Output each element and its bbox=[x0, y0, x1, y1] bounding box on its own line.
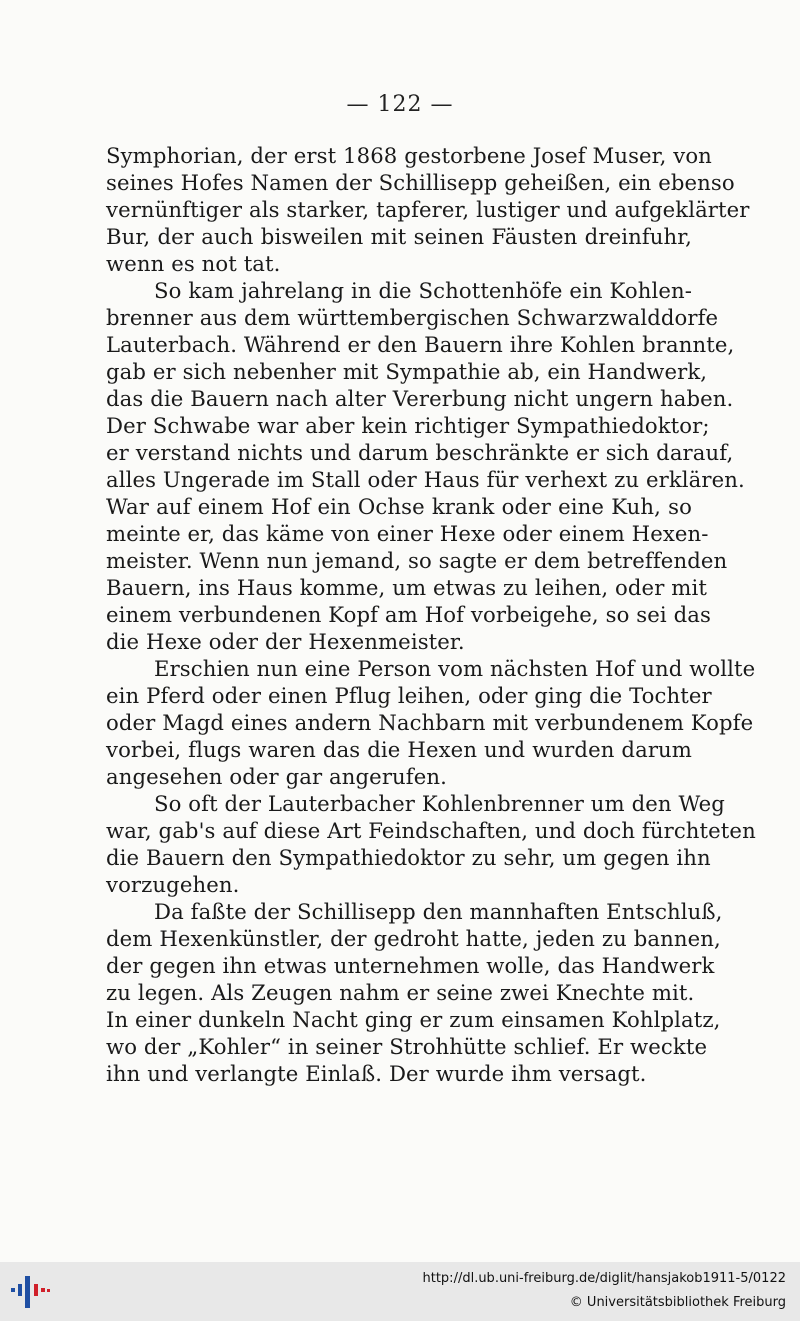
text-line: vernünftiger als starker, tapferer, lustiger und aufgeklärter bbox=[106, 197, 750, 222]
text-line: So oft der Lauterbacher Kohlenbrenner um den Weg bbox=[154, 791, 725, 816]
text-line: angesehen oder gar angerufen. bbox=[106, 764, 447, 789]
text-line: gab er sich nebenher mit Sympathie ab, ein Handwerk, bbox=[106, 359, 708, 384]
text-line: alles Ungerade im Stall oder Haus für verhext zu erklären. bbox=[106, 467, 745, 492]
text-line: zu legen. Als Zeugen nahm er seine zwei Knechte mit. bbox=[106, 980, 695, 1005]
text-line: Lauterbach. Während er den Bauern ihre Kohlen brannte, bbox=[106, 332, 735, 357]
text-line: oder Magd eines andern Nachbarn mit verbundenem Kopfe bbox=[106, 710, 754, 735]
footer-bar bbox=[0, 1262, 800, 1321]
text-line: die Bauern den Sympathiedoktor zu sehr, um gegen ihn bbox=[106, 845, 711, 870]
text-line: der gegen ihn etwas unternehmen wolle, das Handwerk bbox=[106, 953, 715, 978]
text-line: einem verbundenen Kopf am Hof vorbeigehe, so sei das bbox=[106, 602, 711, 627]
text-line: ihn und verlangte Einlaß. Der wurde ihm versagt. bbox=[106, 1061, 647, 1086]
text-line: er verstand nichts und darum beschränkte er sich darauf, bbox=[106, 440, 734, 465]
text-line: Erschien nun eine Person vom nächsten Hof und wollte bbox=[154, 656, 756, 681]
text-line: seines Hofes Namen der Schillisepp geheißen, ein ebenso bbox=[106, 170, 735, 195]
text-line: meinte er, das käme von einer Hexe oder einem Hexen- bbox=[106, 521, 709, 546]
text-line: In einer dunkeln Nacht ging er zum einsamen Kohlplatz, bbox=[106, 1007, 721, 1032]
text-line: ein Pferd oder einen Pflug leihen, oder ging die Tochter bbox=[106, 683, 712, 708]
text-line: Bauern, ins Haus komme, um etwas zu leihen, oder mit bbox=[106, 575, 707, 600]
text-line: wo der „Kohler“ in seiner Strohhütte schlief. Er weckte bbox=[106, 1034, 708, 1059]
text-line: Symphorian, der erst 1868 gestorbene Josef Muser, von bbox=[106, 143, 712, 168]
text-line: brenner aus dem württembergischen Schwarzwalddorfe bbox=[106, 305, 719, 330]
digital-library-logo-icon[interactable] bbox=[11, 1274, 51, 1310]
source-url-link[interactable]: http://dl.ub.uni-freiburg.de/diglit/hansjakob1911-5/0122 bbox=[422, 1271, 786, 1286]
page-number: — 122 — bbox=[346, 92, 454, 117]
text-line: So kam jahrelang in die Schottenhöfe ein Kohlen- bbox=[154, 278, 692, 303]
text-line: Da faßte der Schillisepp den mannhaften Entschluß, bbox=[154, 899, 723, 924]
text-line: das die Bauern nach alter Vererbung nicht ungern haben. bbox=[106, 386, 734, 411]
text-line: wenn es not tat. bbox=[106, 251, 281, 276]
text-line: Der Schwabe war aber kein richtiger Sympathiedoktor; bbox=[106, 413, 710, 438]
text-line: War auf einem Hof ein Ochse krank oder eine Kuh, so bbox=[106, 494, 692, 519]
text-line: vorbei, flugs waren das die Hexen und wurden darum bbox=[106, 737, 692, 762]
copyright-text: © Universitätsbibliothek Freiburg bbox=[569, 1295, 786, 1310]
text-line: die Hexe oder der Hexenmeister. bbox=[106, 629, 465, 654]
text-line: war, gab's auf diese Art Feindschaften, und doch fürchteten bbox=[106, 818, 756, 843]
text-line: dem Hexenkünstler, der gedroht hatte, jeden zu bannen, bbox=[106, 926, 721, 951]
text-line: vorzugehen. bbox=[106, 872, 240, 897]
body-text bbox=[106, 142, 756, 1087]
text-line: meister. Wenn nun jemand, so sagte er dem betreffenden bbox=[106, 548, 728, 573]
text-line: Bur, der auch bisweilen mit seinen Fäusten dreinfuhr, bbox=[106, 224, 692, 249]
